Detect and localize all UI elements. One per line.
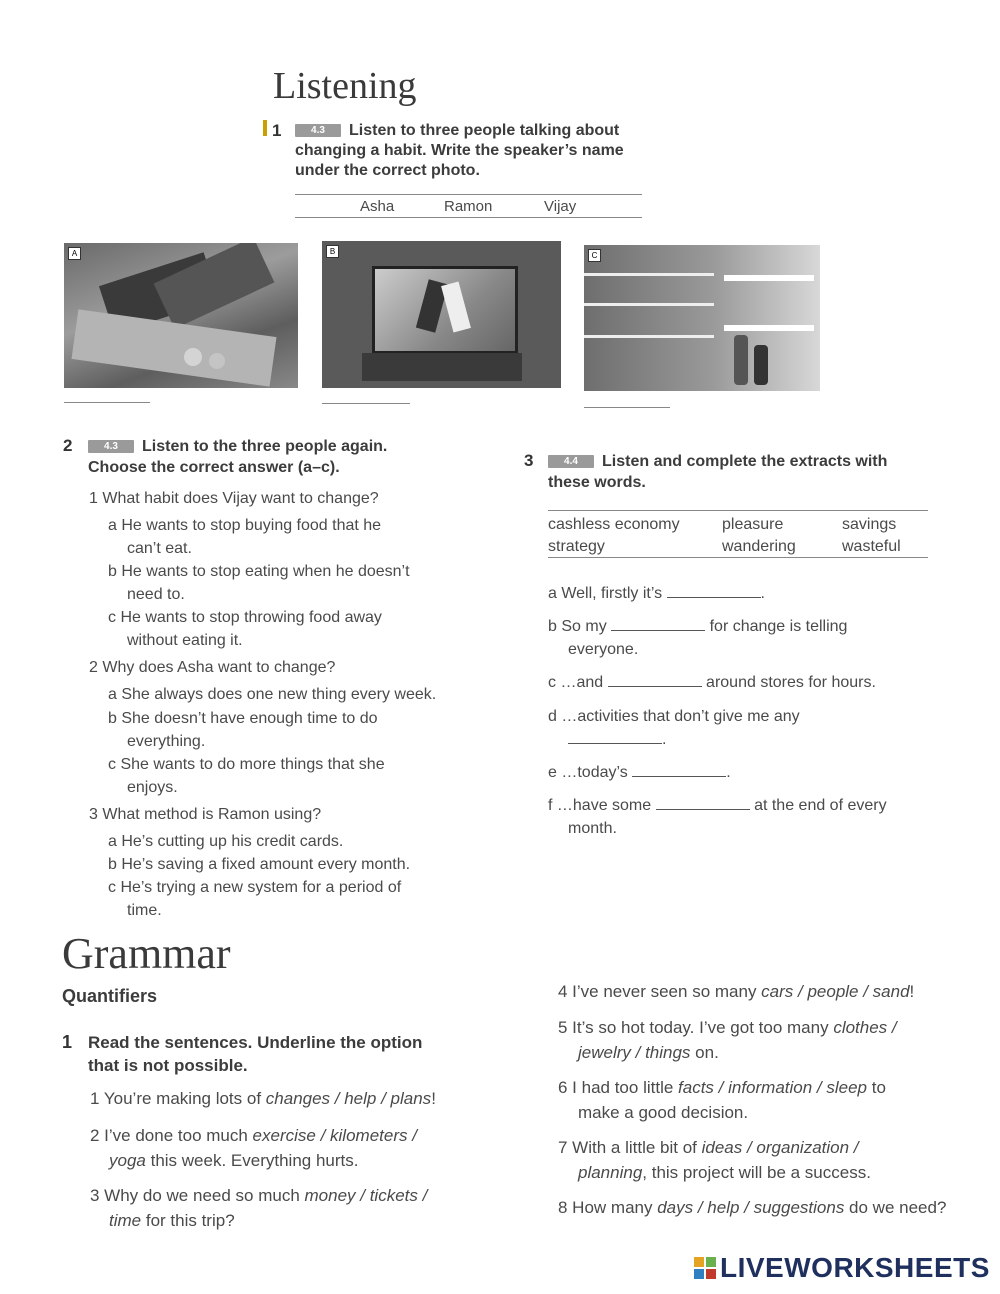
word-box-item: savings: [842, 516, 897, 533]
instruction-line: that is not possible.: [88, 1056, 248, 1075]
marker: [263, 120, 267, 136]
exercise-number: 3: [524, 451, 534, 470]
extract-d: d …activities that don’t give me any: [548, 708, 800, 725]
subsection-title: Quantifiers: [62, 986, 158, 1006]
blank-input[interactable]: [611, 616, 705, 631]
option-cont: enjoys.: [127, 779, 178, 796]
photo-a-money-cards: [64, 243, 298, 388]
extract-text: .: [662, 731, 667, 748]
extract-text: c …and: [548, 674, 604, 691]
sentence-2: [90, 1123, 417, 1173]
photo-label: B: [326, 245, 339, 258]
name-ramon: Ramon: [444, 198, 493, 215]
section-title-listening: Listening: [273, 65, 417, 107]
sentence-6: [558, 1075, 886, 1125]
exercise-number: 1: [272, 121, 282, 140]
sentence-text: !: [909, 982, 915, 1001]
option[interactable]: a She always does one new thing every week.: [108, 686, 437, 703]
option[interactable]: c She wants to do more things that she: [108, 756, 385, 773]
question: 3 What method is Ramon using?: [89, 806, 322, 823]
sentence-3: [90, 1183, 427, 1233]
sentence-text: 1 You’re making lots of: [90, 1089, 266, 1108]
extract-text: f …have some: [548, 797, 652, 814]
sentence-7: [558, 1135, 871, 1185]
word-box-item: pleasure: [722, 516, 784, 533]
question: 2 Why does Asha want to change?: [89, 659, 336, 676]
sentence-8: [558, 1196, 946, 1219]
extract-a: [548, 582, 765, 605]
extract-text: for change is telling: [709, 618, 848, 635]
sentence-text: 4 I’ve never seen so many: [558, 982, 762, 1001]
sentence-text: for this trip?: [141, 1211, 235, 1230]
instruction-line: Listen to three people talking about: [349, 122, 620, 139]
sentence-text: make a good decision.: [578, 1103, 749, 1122]
answer-line-a[interactable]: [64, 402, 150, 403]
option[interactable]: b He’s saving a fixed amount every month.: [108, 856, 411, 873]
option[interactable]: b He wants to stop eating when he doesn’t: [108, 563, 410, 580]
extract-text: b So my: [548, 618, 607, 635]
blank-input[interactable]: [568, 729, 662, 744]
word-box-item: wandering: [722, 538, 796, 555]
extract-text: at the end of every: [754, 797, 887, 814]
photo-b-tv-football: [322, 241, 561, 388]
option[interactable]: a He wants to stop buying food that he: [108, 517, 382, 534]
answer-line-b[interactable]: [322, 403, 410, 404]
sentence-text: , this project will be a success.: [642, 1163, 871, 1182]
sentence-text: !: [431, 1089, 436, 1108]
liveworksheets-logo-icon: [694, 1257, 716, 1279]
option[interactable]: a He’s cutting up his credit cards.: [108, 833, 344, 850]
sentence-text: 6 I had too little: [558, 1078, 679, 1097]
blank-input[interactable]: [632, 762, 726, 777]
extract-text: e …today’s: [548, 764, 628, 781]
sentence-options[interactable]: money / tickets /: [304, 1186, 428, 1205]
word-box-item: wasteful: [842, 538, 901, 555]
option[interactable]: c He’s trying a new system for a period of: [108, 879, 402, 896]
extract-b: [548, 615, 847, 638]
instruction-line: changing a habit. Write the speaker’s name: [295, 142, 624, 159]
sentence-text: 7 With a little bit of: [558, 1138, 702, 1157]
extract-text: around stores for hours.: [706, 674, 876, 691]
sentence-5: [558, 1015, 897, 1065]
blank-input[interactable]: [656, 795, 750, 810]
grammar-instructions: [88, 1031, 422, 1077]
option-cont: everything.: [127, 733, 206, 750]
instruction-line: these words.: [548, 474, 646, 491]
audio-track-badge[interactable]: 4.3: [88, 440, 134, 453]
sentence-text: 2 I’ve done too much: [90, 1126, 253, 1145]
question: 1 What habit does Vijay want to change?: [89, 490, 379, 507]
sentence-options[interactable]: jewelry / things: [578, 1043, 691, 1062]
sentence-text: this week. Everything hurts.: [145, 1151, 359, 1170]
option-cont: need to.: [127, 586, 185, 603]
sentence-options[interactable]: facts / information / sleep: [678, 1078, 868, 1097]
photo-label: C: [588, 249, 601, 262]
extract-b-cont: everyone.: [568, 641, 639, 658]
sentence-options[interactable]: exercise / kilometers /: [252, 1126, 417, 1145]
sentence-text: on.: [690, 1043, 719, 1062]
section-title-grammar: Grammar: [62, 929, 231, 978]
extract-text: .: [760, 585, 765, 602]
blank-input[interactable]: [608, 672, 702, 687]
sentence-options[interactable]: clothes /: [833, 1018, 897, 1037]
word-box-item: strategy: [548, 538, 605, 555]
sentence-options[interactable]: ideas / organization /: [701, 1138, 859, 1157]
extract-c: [548, 671, 876, 694]
sentence-4: [558, 980, 914, 1003]
instruction-line: Choose the correct answer (a–c).: [88, 459, 340, 476]
photo-c-fridge: [584, 245, 820, 391]
extract-text: a Well, firstly it’s: [548, 585, 663, 602]
exercise-number: 1: [62, 1032, 73, 1052]
sentence-options[interactable]: days / help / suggestions: [657, 1198, 845, 1217]
extract-d-cont: [568, 728, 666, 751]
exercise-number: 2: [63, 436, 73, 455]
exercise-2-instructions: [88, 436, 387, 478]
liveworksheets-logo[interactable]: LIVEWORKSHEETS: [720, 1252, 990, 1283]
sentence-options[interactable]: yoga: [109, 1151, 146, 1170]
sentence-text: 8 How many: [558, 1198, 658, 1217]
instruction-line: Listen and complete the extracts with: [602, 453, 888, 470]
option-cont: time.: [127, 902, 162, 919]
instruction-line: under the correct photo.: [295, 162, 480, 179]
sentence-options[interactable]: time: [109, 1211, 142, 1230]
extract-f: [548, 794, 887, 817]
sentence-text: 5 It’s so hot today. I’ve got too many: [558, 1018, 834, 1037]
sentence-options[interactable]: changes / help / plans: [265, 1089, 432, 1108]
extract-f-cont: month.: [568, 820, 617, 837]
sentence-text: to: [867, 1078, 886, 1097]
option-cont: can’t eat.: [127, 540, 192, 557]
audio-track-badge[interactable]: 4.4: [548, 455, 594, 468]
word-box-item: cashless economy: [548, 516, 680, 533]
option-cont: without eating it.: [127, 632, 243, 649]
sentence-text: do we need?: [844, 1198, 947, 1217]
exercise-3-instructions: [548, 451, 887, 493]
extract-e: [548, 761, 731, 784]
instruction-line: Listen to the three people again.: [142, 438, 388, 455]
option[interactable]: c He wants to stop throwing food away: [108, 609, 382, 626]
photo-label: A: [68, 247, 81, 260]
name-vijay: Vijay: [544, 198, 577, 215]
sentence-options[interactable]: cars / people / sand: [761, 982, 910, 1001]
instruction-line: Read the sentences. Underline the option: [88, 1033, 423, 1052]
sentence-text: 3 Why do we need so much: [90, 1186, 305, 1205]
answer-line-c[interactable]: [584, 407, 670, 408]
name-asha: Asha: [360, 198, 395, 215]
option[interactable]: b She doesn’t have enough time to do: [108, 710, 378, 727]
audio-track-badge[interactable]: 4.3: [295, 124, 341, 137]
sentence-options[interactable]: planning: [578, 1163, 643, 1182]
sentence-1: [90, 1087, 436, 1110]
blank-input[interactable]: [667, 583, 761, 598]
exercise-1-instructions: [295, 121, 624, 181]
extract-text: .: [726, 764, 731, 781]
